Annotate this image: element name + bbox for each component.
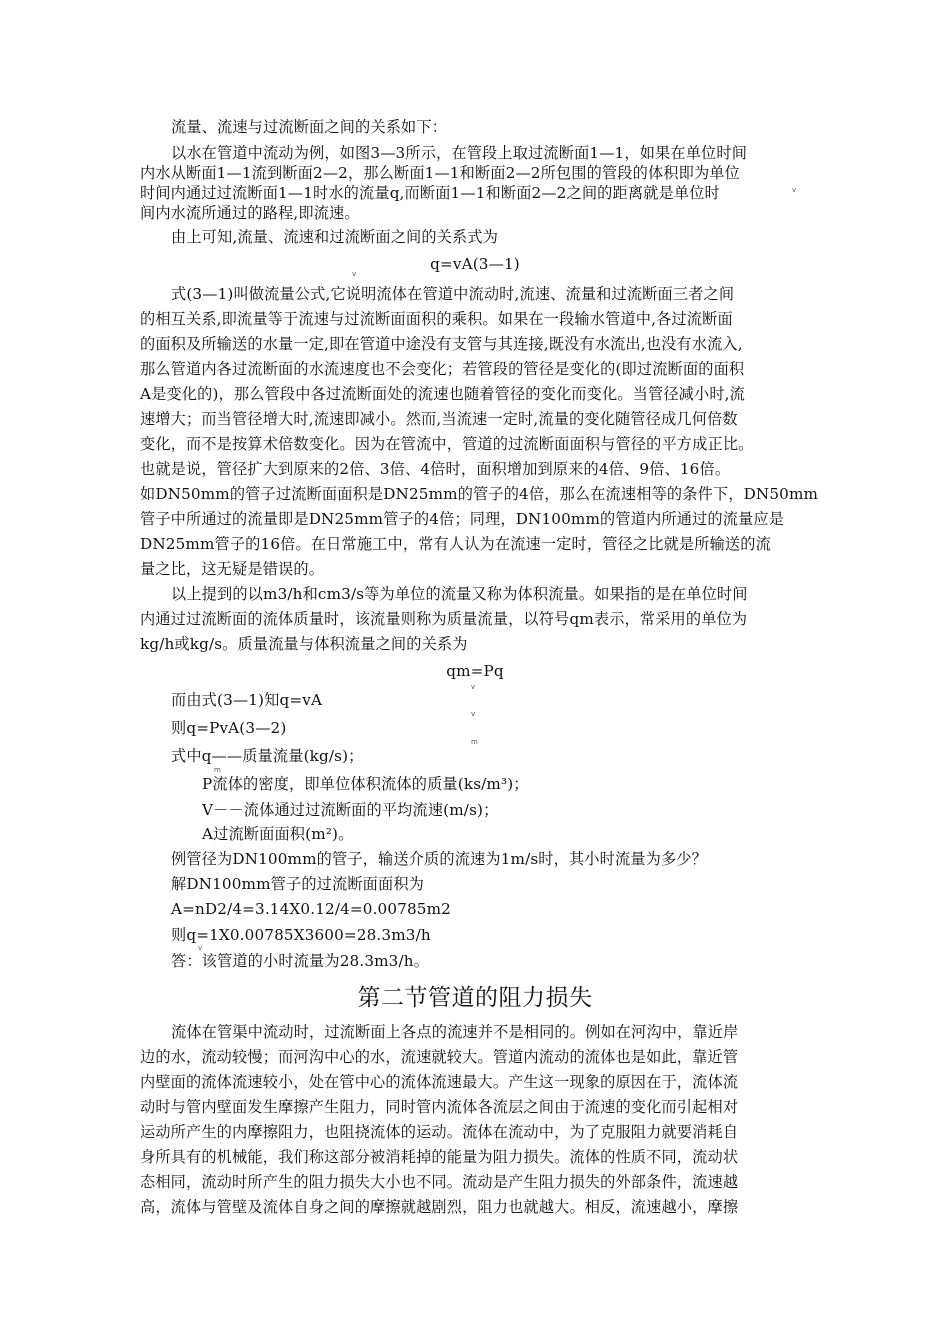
equation-line: 则q=PvA(3—2) xyxy=(171,719,287,737)
paragraph-line: 流量、流速与过流断面之间的关系如下： xyxy=(171,118,448,136)
formula: qm=Pq xyxy=(446,662,504,680)
paragraph-line: 变化，而不是按算术倍数变化。因为在管流中，管道的过流断面面积与管径的平方成正比。 xyxy=(140,435,754,453)
equation-line: 而由式(3—1)知q=vA xyxy=(171,691,323,709)
paragraph-line: kg/h或kg/s。质量流量与体积流量之间的关系为 xyxy=(140,635,468,653)
paragraph-line: 的相互关系,即流量等于流速与过流断面面积的乘积。如果在一段输水管道中,各过流断面 xyxy=(140,310,733,328)
paragraph-line: 速增大；而当管径增大时,流速即减小。然而,当流速一定时,流量的变化随管径成几何倍数 xyxy=(140,410,738,428)
paragraph-line: 内水从断面1—1流到断面2—2，那么断面1—1和断面2—2所包围的管段的体积即为单位 xyxy=(140,164,740,182)
stray-mark: v xyxy=(198,944,203,952)
example-line: 解DN100mm管子的过流断面面积为 xyxy=(171,875,425,893)
paragraph-line: 的面积及所输送的水量一定,即在管道中途没有支管与其连接,既没有水流出,也没有水流入, xyxy=(140,335,743,353)
paragraph-line: 内通过过流断面的流体质量时，该流量则称为质量流量，以符号qm表示，常采用的单位为 xyxy=(140,610,748,628)
paragraph-line: DN25mm管子的16倍。在日常施工中，常有人认为在流速一定时，管径之比就是所输送的流 xyxy=(140,535,771,553)
definition-line: A过流断面面积(m²)。 xyxy=(202,825,354,843)
paragraph-line: 式(3—1)叫做流量公式,它说明流体在管道中流动时,流速、流量和过流断面三者之间 xyxy=(171,285,735,303)
paragraph-line: 边的水，流动较慢；而河沟中心的水，流速就较大。管道内流动的流体也是如此，靠近管 xyxy=(140,1048,739,1066)
paragraph-line: 间内水流所通过的路程,即流速。 xyxy=(140,204,360,222)
paragraph-line: 动时与管内壁面发生摩擦产生阻力，同时管内流体各流层之间由于流速的变化而引起相对 xyxy=(140,1098,739,1116)
paragraph-line: 那么管道内各过流断面的水流速度也不会变化；若管段的管径是变化的(即过流断面的面积 xyxy=(140,360,745,378)
formula: q=vA(3—1) xyxy=(430,255,520,273)
stray-mark: v xyxy=(792,186,797,194)
paragraph-line: 身所具有的机械能，我们称这部分被消耗掉的能量为阻力损失。流体的性质不同，流动状 xyxy=(140,1148,739,1166)
example-line: 答：该管道的小时流量为28.3m3/h。 xyxy=(171,952,430,970)
paragraph-line: 管子中所通过的流量即是DN25mm管子的4倍；同理，DN100mm的管道内所通过的流量应是 xyxy=(140,510,785,528)
definition-line: 式中q——质量流量(kg/s)； xyxy=(171,747,364,765)
paragraph-line: 时间内通过过流断面1—1时水的流量q,而断面1—1和断面2—2之间的距离就是单位时 xyxy=(140,184,720,202)
paragraph-line: 也就是说，管径扩大到原来的2倍、3倍、4倍时，面积增加到原来的4倍、9倍、16倍。 xyxy=(140,460,731,478)
paragraph-line: 以上提到的以m3/h和cm3/s等为单位的流量又称为体积流量。如果指的是在单位时间 xyxy=(171,585,748,603)
example-line: 则q=1X0.00785X3600=28.3m3/h xyxy=(171,926,431,944)
paragraph-line: A是变化的)，那么管段中各过流断面处的流速也随着管径的变化而变化。当管径减小时,流 xyxy=(140,385,745,403)
paragraph-line: 流体在管渠中流动时，过流断面上各点的流速并不是相同的。例如在河沟中，靠近岸 xyxy=(171,1023,739,1041)
paragraph-line: 内壁面的流体流速较小，处在管中心的流体流速最大。产生这一现象的原因在于，流体流 xyxy=(140,1073,739,1091)
stray-mark: v xyxy=(352,270,357,278)
stray-mark: v xyxy=(471,683,476,691)
paragraph-line: 如DN50mm的管子过流断面面积是DN25mm的管子的4倍，那么在流速相等的条件下，DN50mm xyxy=(140,485,819,503)
paragraph-line: 高，流体与管壁及流体自身之间的摩擦就越剧烈，阻力也就越大。相反，流速越小，摩擦 xyxy=(140,1198,739,1216)
paragraph-line: 量之比，这无疑是错误的。 xyxy=(140,560,325,578)
paragraph-line: 由上可知,流量、流速和过流断面之间的关系式为 xyxy=(171,228,499,246)
definition-line: P流体的密度，即单位体积流体的质量(ks/m³)； xyxy=(202,775,529,793)
stray-mark: m xyxy=(471,738,478,746)
example-line: A=nD2/4=3.14X0.12/4=0.00785m2 xyxy=(171,900,451,918)
paragraph-line: 态相同，流动时所产生的阻力损失大小也不同。流动是产生阻力损失的外部条件，流速越 xyxy=(140,1173,739,1191)
section-heading: 第二节管道的阻力损失 xyxy=(357,985,593,1011)
example-line: 例管径为DN100mm的管子，输送介质的流速为1m/s时，其小时流量为多少？ xyxy=(171,850,707,868)
paragraph-line: 运动所产生的内摩擦阻力，也阻挠流体的运动。流体在流动中，为了克服阻力就要消耗自 xyxy=(140,1123,739,1141)
definition-line: V－－流体通过过流断面的平均流速(m/s)； xyxy=(202,801,499,819)
stray-mark: v xyxy=(471,710,476,718)
stray-mark: m xyxy=(214,766,221,774)
paragraph-line: 以水在管道中流动为例，如图3—3所示，在管段上取过流断面1—1，如果在单位时间 xyxy=(171,144,748,162)
